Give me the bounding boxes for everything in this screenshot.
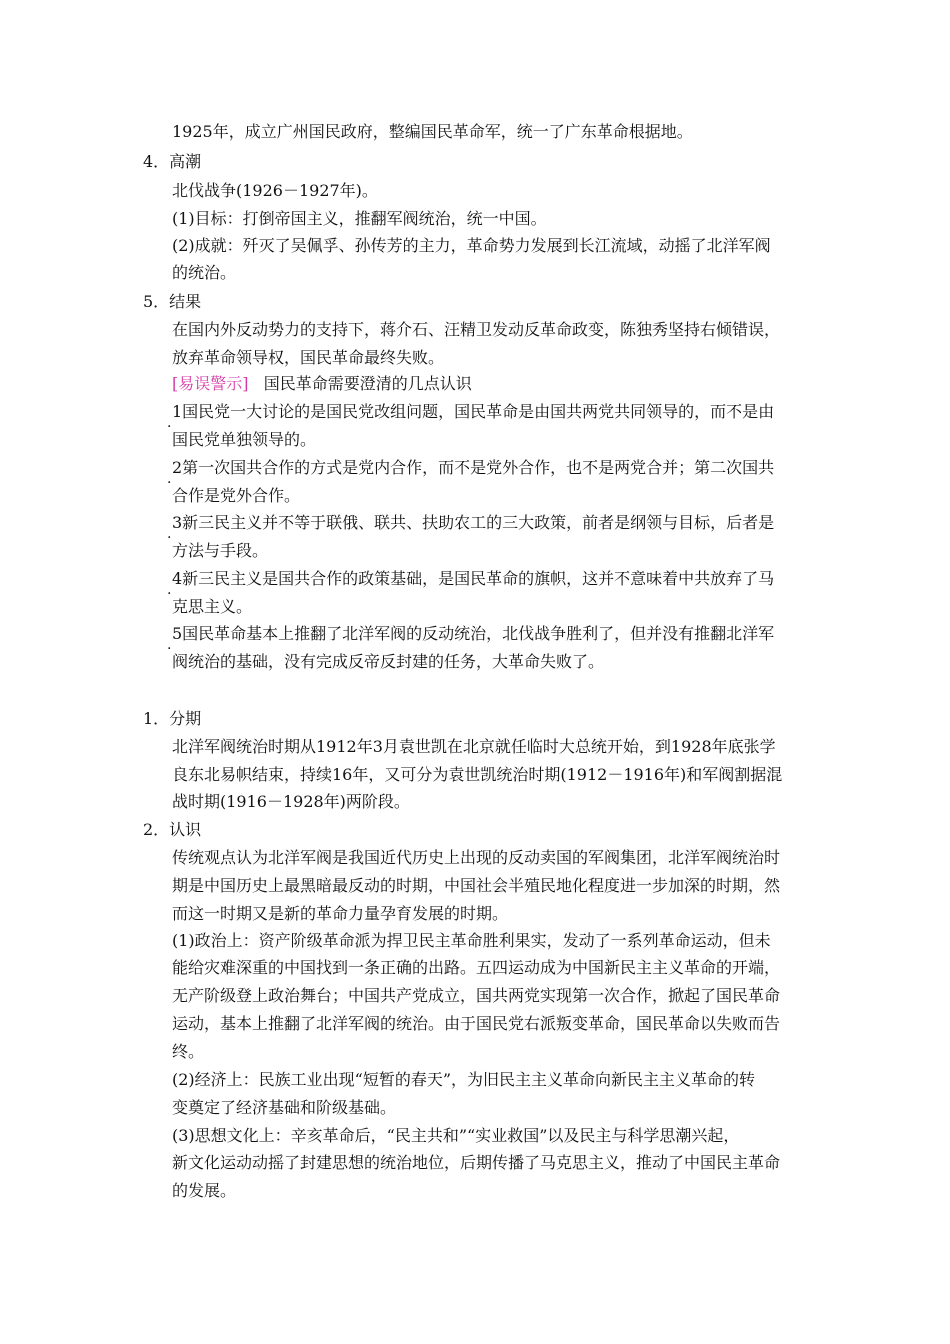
text-line: 合作是党外合作。 (172, 486, 301, 505)
text-line: (2)经济上：民族工业出现“短暂的春天”，为旧民主主义革命向新民主主义革命的转 (172, 1070, 756, 1089)
text-line: 放弃革命领导权，国民革命最终失败。 (172, 348, 445, 367)
warning-item-text: 1国民党一大讨论的是国民党改组问题，国民革命是由国共两党共同领导的，而不是由 (172, 402, 775, 421)
bullet-dot: . (167, 526, 172, 542)
text-line: (2)成就：歼灭了吴佩孚、孙传芳的主力，革命势力发展到长江流域，动摇了北洋军阀 (172, 236, 771, 255)
text-line: (1)政治上：资产阶级革命派为捍卫民主革命胜利果实，发动了一系列革命运动，但未 (172, 931, 771, 950)
warning-item (167, 624, 775, 653)
text-line: 阀统治的基础，没有完成反帝反封建的任务，大革命失败了。 (172, 652, 605, 671)
warning-item (167, 458, 775, 487)
text-line: (3)思想文化上：辛亥革命后，“民主共和”“实业救国”以及民主与科学思潮兴起， (172, 1126, 740, 1145)
text-line: 能给灾难深重的中国找到一条正确的出路。五四运动成为中国新民主主义革命的开端， (172, 958, 781, 977)
section-heading-climax: 4．高潮 (143, 152, 202, 171)
text-line: 终。 (172, 1042, 205, 1061)
text-line: (1)目标：打倒帝国主义，推翻军阀统治，统一中国。 (172, 209, 547, 228)
text-line: 方法与手段。 (172, 541, 269, 560)
warning-item (167, 402, 775, 431)
text-line: 期是中国历史上最黑暗最反动的时期，中国社会半殖民地化程度进一步加深的时期，然 (172, 876, 781, 895)
warning-item-text: 2第一次国共合作的方式是党内合作，而不是党外合作，也不是两党合并；第二次国共 (172, 458, 775, 477)
section-heading-periods: 1．分期 (143, 709, 202, 728)
bullet-dot: . (167, 637, 172, 653)
text-line: 1925年，成立广州国民政府，整编国民革命军，统一了广东革命根据地。 (172, 122, 693, 141)
text-line: 在国内外反动势力的支持下，蒋介石、汪精卫发动反革命政变，陈独秀坚持右倾错误， (172, 320, 781, 339)
text-line: 的发展。 (172, 1181, 237, 1200)
text-line: 的统治。 (172, 263, 237, 282)
warning-item (167, 513, 775, 542)
text-line: 北洋军阀统治时期从1912年3月袁世凯在北京就任临时大总统开始，到1928年底张学 (172, 737, 776, 756)
bullet-dot: . (167, 415, 172, 431)
warning-item-text: 4新三民主义是国共合作的政策基础，是国民革命的旗帜，这并不意味着中共放弃了马 (172, 569, 775, 588)
text-line: 传统观点认为北洋军阀是我国近代历史上出现的反动卖国的军阀集团，北洋军阀统治时 (172, 848, 781, 867)
text-line: 新文化运动动摇了封建思想的统治地位，后期传播了马克思主义，推动了中国民主革命 (172, 1153, 781, 1172)
text-line: 变奠定了经济基础和阶级基础。 (172, 1098, 397, 1117)
warning-title: 国民革命需要澄清的几点认识 (263, 374, 472, 393)
text-line: 良东北易帜结束，持续16年，又可分为袁世凯统治时期(1912－1916年)和军阀割据混 (172, 765, 783, 784)
text-line: 运动，基本上推翻了北洋军阀的统治。由于国民党右派叛变革命，国民革命以失败而告 (172, 1014, 781, 1033)
warning-item-text: 5国民革命基本上推翻了北洋军阀的反动统治，北伐战争胜利了，但并没有推翻北洋军 (172, 624, 775, 643)
warning-heading (172, 374, 472, 394)
text-line: 北伐战争(1926－1927年)。 (172, 181, 378, 200)
warning-tag: [易误警示] (172, 374, 249, 393)
text-line: 战时期(1916－1928年)两阶段。 (172, 792, 410, 811)
text-line: 而这一时期又是新的革命力量孕育发展的时期。 (172, 904, 509, 923)
warning-item-text: 3新三民主义并不等于联俄、联共、扶助农工的三大政策，前者是纲领与目标，后者是 (172, 513, 775, 532)
section-heading-result: 5．结果 (143, 292, 202, 311)
bullet-dot: . (167, 471, 172, 487)
bullet-dot: . (167, 582, 172, 598)
warning-item (167, 569, 775, 598)
text-line: 国民党单独领导的。 (172, 430, 317, 449)
section-heading-understanding: 2．认识 (143, 820, 202, 839)
text-line: 无产阶级登上政治舞台；中国共产党成立，国共两党实现第一次合作，掀起了国民革命 (172, 986, 781, 1005)
text-line: 克思主义。 (172, 597, 253, 616)
